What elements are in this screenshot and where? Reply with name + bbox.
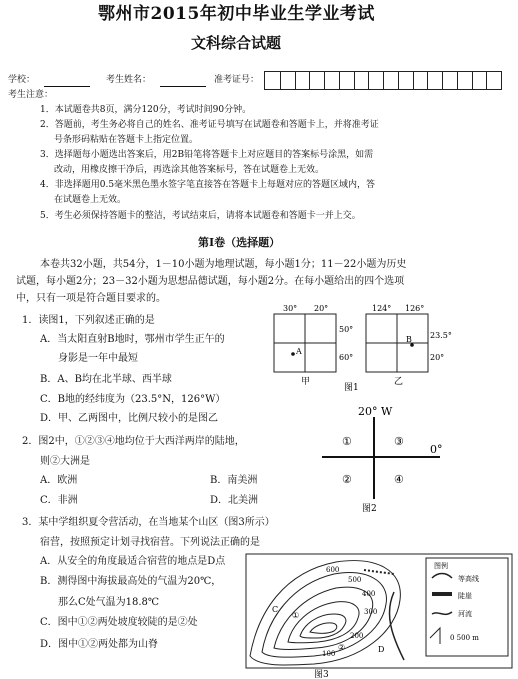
note-line: 4．非选择题用0.5毫米黑色墨水签字笔直接答在答题卡上每题对应的答题区域内，答 [40, 180, 376, 190]
tick-label: 30° [283, 304, 298, 313]
question-3-option: 那么C处气温为18.8℃ [58, 597, 160, 608]
point-c-label: C [272, 605, 279, 614]
region-label: ② [342, 473, 352, 486]
figure-1-caption: 图1 [344, 383, 359, 393]
yi-label: 乙 [394, 377, 404, 387]
point-a-label: A [296, 347, 302, 356]
figure-1 [266, 302, 466, 394]
point-b-label: B [406, 335, 412, 344]
question-3-stem: 3．某中学组织夏令营活动，在当地某个山区（图3所示） [22, 517, 275, 528]
question-2-option: A．欧洲 [40, 475, 78, 486]
name-label: 考生姓名： [106, 75, 152, 85]
section-intro-line: 试题，每小题2分；23－32小题为思想品德试题，每小题2分。在每小题给出的四个选项 [16, 276, 405, 287]
region-label: ④ [394, 473, 404, 486]
question-1-option: 身影是一年中最短 [58, 353, 138, 364]
section-intro-line: 中，只有一项是符合题目要求的。 [16, 293, 166, 304]
ticket-number-boxes [264, 71, 502, 90]
tick-label: 20° [314, 304, 329, 313]
school-label: 学校： [8, 75, 36, 85]
section-heading: 第Ⅰ卷（选择题） [198, 236, 281, 249]
jia-label: 甲 [301, 377, 311, 387]
question-2-option: D．北美洲 [210, 495, 259, 506]
question-1-stem: 1．读图1，下列叙述正确的是 [22, 315, 155, 326]
page-title: 鄂州市2015年初中毕业生学业考试 [98, 4, 375, 24]
tick-label: 50° [339, 325, 354, 334]
question-2-stem-2: 则②大洲是 [40, 456, 90, 467]
question-1-option: A．当太阳直射B地时，鄂州市学生正午的 [40, 334, 225, 345]
school-blank [44, 76, 90, 87]
marker-1: ① [292, 611, 300, 620]
contour-value: 100 [322, 650, 336, 658]
question-1-option: B．A、B均在北半球、西半球 [40, 374, 172, 385]
tick-label: 60° [339, 353, 354, 362]
name-blank [160, 76, 206, 87]
scale-label: 0 500 m [450, 634, 479, 642]
lat-label: 0° [430, 443, 443, 456]
legend-item: 陡崖 [458, 592, 472, 600]
contour-value: 500 [348, 576, 362, 584]
region-label: ① [342, 435, 352, 448]
note-line: 改动，用橡皮擦干净后，再选涂其他答案标号，答在试题卷上无效。 [54, 165, 325, 175]
note-line: 3．选择题每小题选出答案后，用2B铅笔将答题卡上对应题目的答案标号涂黑，如需 [40, 150, 374, 160]
legend-item: 等高线 [458, 575, 479, 583]
question-2-stem: 2．图2中，①②③④地均位于大西洋两岸的陆地， [22, 436, 245, 447]
contour-value: 400 [362, 590, 376, 598]
question-1-option: C．B地的经纬度为（23.5°N，126°W） [40, 394, 226, 405]
figure-2 [318, 403, 448, 515]
figure-3-caption: 图3 [314, 670, 329, 679]
fig3-legend [426, 558, 508, 656]
page-subtitle: 文科综合试题 [191, 34, 282, 52]
note-line: 5．考生必须保持答题卡的整洁，考试结束后，请将本试题卷和答题卡一并上交。 [40, 211, 361, 221]
figure-3 [244, 552, 514, 679]
tick-label: 124° [372, 304, 392, 313]
legend-item: 河流 [458, 610, 472, 618]
point-a-marker [291, 352, 295, 356]
contour-value: 200 [350, 632, 364, 640]
question-3-option: C．图中①②两处坡度较陡的是②处 [40, 617, 198, 628]
question-3-option: A．从安全的角度最适合宿营的地点是D点 [40, 556, 226, 567]
question-2-option: B．南美洲 [210, 475, 258, 486]
tick-label: 20° [430, 353, 445, 362]
region-label: ③ [394, 435, 404, 448]
tick-label: 23.5° [430, 331, 452, 340]
tick-label: 126° [405, 304, 425, 313]
marker-2: ② [338, 643, 346, 652]
contour-value: 600 [326, 566, 340, 574]
point-d-label: D [378, 645, 385, 654]
question-3-option: B．测得图中海拔最高处的气温为20℃， [40, 576, 222, 587]
notes-label: 考生注意： [8, 90, 54, 100]
figure-1-jia-grid [274, 314, 336, 372]
figure-2-caption: 图2 [362, 504, 377, 514]
ticket-label: 准考证号： [214, 75, 260, 85]
note-line: 在试题卷上无效。 [54, 195, 127, 205]
note-line: 2．答题前，考生务必将自己的姓名、准考证号填写在试题卷和答题卡上，并将准考证 [40, 120, 379, 130]
question-2-option: C．非洲 [40, 495, 78, 506]
question-3-option: D．图中①②两处都为山脊 [40, 639, 159, 650]
note-line: 1．本试题卷共8页，满分120分，考试时间90分钟。 [40, 105, 252, 115]
question-3-stem-2: 宿营，按照预定计划寻找宿营。下列说法正确的是 [40, 537, 260, 548]
section-intro-line: 本卷共32小题，共54分，1－10小题为地理试题，每小题1分；11－22小题为历史 [40, 259, 407, 270]
contour-value: 300 [364, 608, 378, 616]
note-line: 号条形码粘贴在答题卡上指定位置。 [54, 135, 199, 145]
legend-title: 图例 [434, 562, 448, 570]
lon-label: 20° W [358, 405, 393, 418]
question-1-option: D．甲、乙两图中，比例尺较小的是图乙 [40, 413, 219, 424]
figure-1-yi-grid [366, 314, 428, 372]
